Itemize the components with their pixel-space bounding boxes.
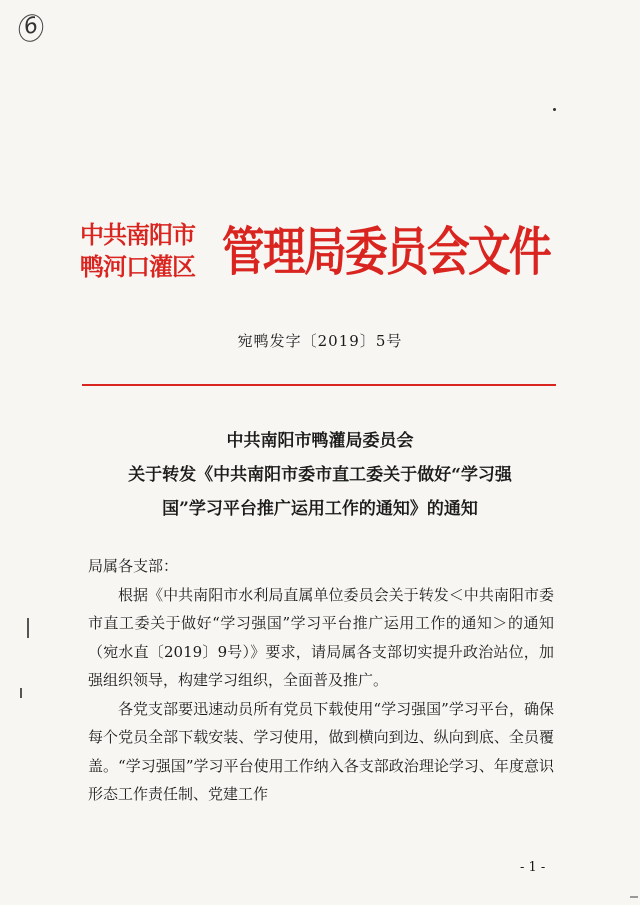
document-body: [88, 552, 554, 809]
scan-speck: [553, 108, 556, 111]
title-line2: 关于转发《中共南阳市委市直工委关于做好“学习强: [128, 465, 512, 485]
page-number: - 1 -: [520, 860, 546, 875]
header-document-type: 管理局委员会文件: [222, 223, 551, 283]
header-issuer-block: [80, 219, 220, 283]
paragraph-2: 各党支部要迅速动员所有党员下载使用“学习强国”学习平台，确保每个党员全部下载安装、学习使用，做到横向到边、纵向到底、全员覆盖。“学习强国”学习平台使用工作纳入各支部政治理论学习、年度意识形态工作责任制、党建工作: [88, 699, 554, 803]
document-number: 宛鸭发字〔2019〕5号: [237, 332, 403, 350]
document-title: [80, 424, 560, 526]
handwritten-page-mark: 6: [21, 12, 41, 41]
header-issuer-line2: 鸭河口灌区: [80, 253, 195, 281]
scan-edge-mark: [630, 896, 638, 898]
paragraph-1: 根据《中共南阳市水利局直属单位委员会关于转发＜中共南阳市委市直工委关于做好“学习强国”学习平台推广运用工作的通知＞的通知（宛水直〔2019〕9号）》要求，请局属各支部切实提升政治站位，加强组织领导，构建学习组织，全面普及推广。: [88, 585, 554, 689]
title-line1: 中共南阳市鸭灌局委员会: [226, 431, 414, 451]
header-issuer-line1: 中共南阳市: [80, 221, 195, 249]
margin-binding-mark-2: [20, 688, 22, 698]
red-separator-line: [82, 384, 556, 386]
red-header: [80, 215, 580, 305]
salutation: 局属各支部：: [88, 557, 179, 575]
margin-binding-mark-1: [27, 618, 29, 638]
title-line3: 国”学习平台推广运用工作的通知》的通知: [162, 499, 478, 519]
